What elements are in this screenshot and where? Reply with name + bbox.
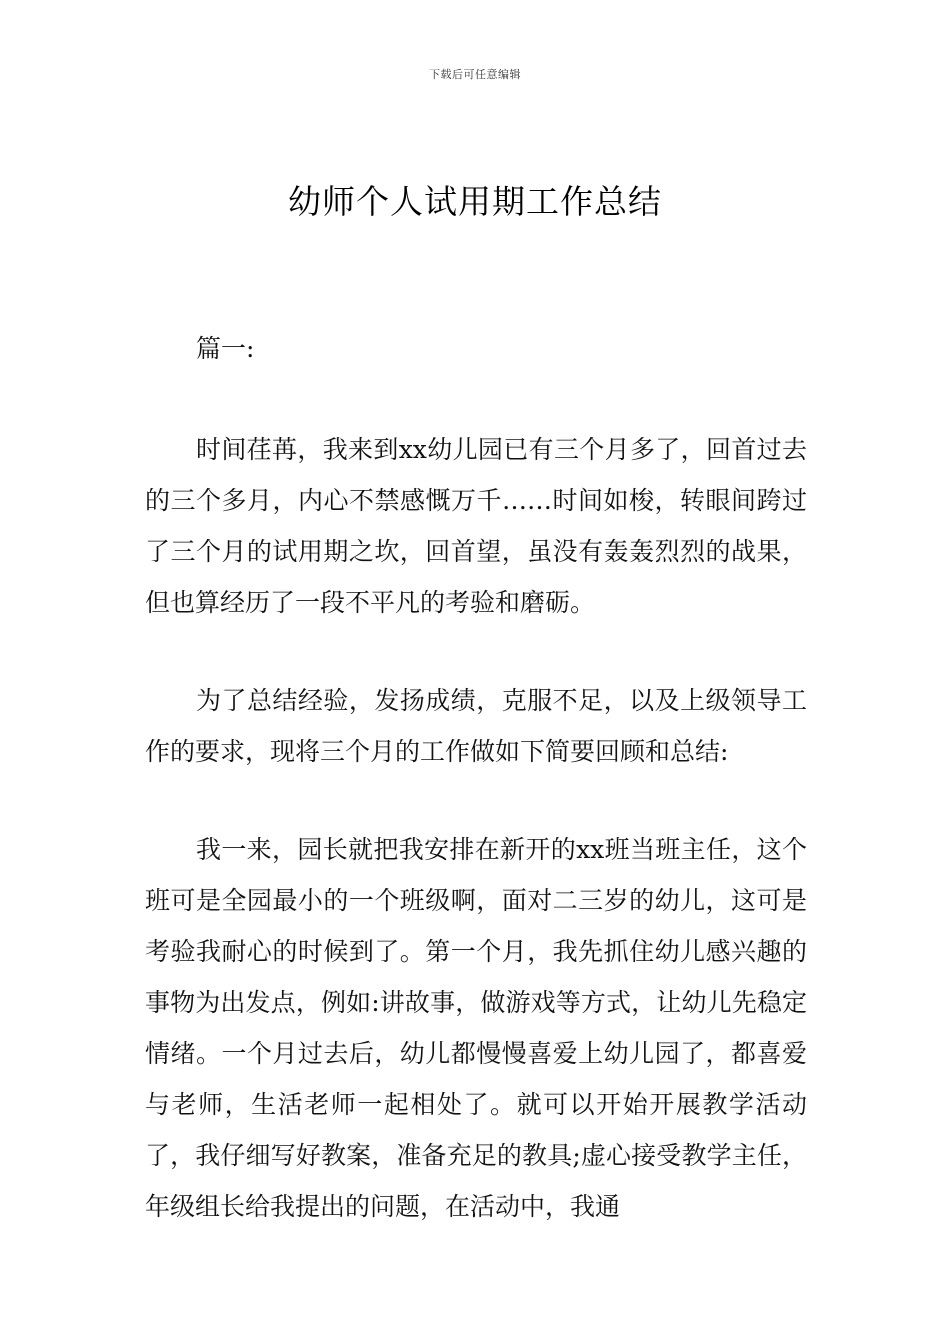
header-note: 下载后可任意编辑 <box>429 68 521 81</box>
document-title: 幼师个人试用期工作总结 <box>288 182 662 221</box>
section-label: 篇一: <box>196 334 255 363</box>
paragraph-1: 时间荏苒，我来到xx幼儿园已有三个月多了，回首过去的三个多月，内心不禁感慨万千……时间如梭，转眼间跨过了三个月的试用期之坎，回首望，虽没有轰轰烈烈的战果，但也算经历了一段不平凡的考验和磨砺。 <box>145 435 807 617</box>
paragraph-3: 我一来，园长就把我安排在新开的xx班当班主任，这个班可是全园最小的一个班级啊，面对二三岁的幼儿，这可是考验我耐心的时候到了。第一个月，我先抓住幼儿感兴趣的事物为出发点，例如:讲故事，做游戏等方式，让幼儿先稳定情绪。一个月过去后，幼儿都慢慢喜爱上幼儿园了，都喜爱与老师，生活老师一起相处了。就可以开始开展教学活动了，我仔细写好教案，准备充足的教具;虚心接受教学主任，年级组长给我提出的问题，在活动中，我通 <box>145 835 807 1221</box>
paragraph-2: 为了总结经验，发扬成绩，克服不足，以及上级领导工作的要求，现将三个月的工作做如下简要回顾和总结: <box>145 686 807 766</box>
